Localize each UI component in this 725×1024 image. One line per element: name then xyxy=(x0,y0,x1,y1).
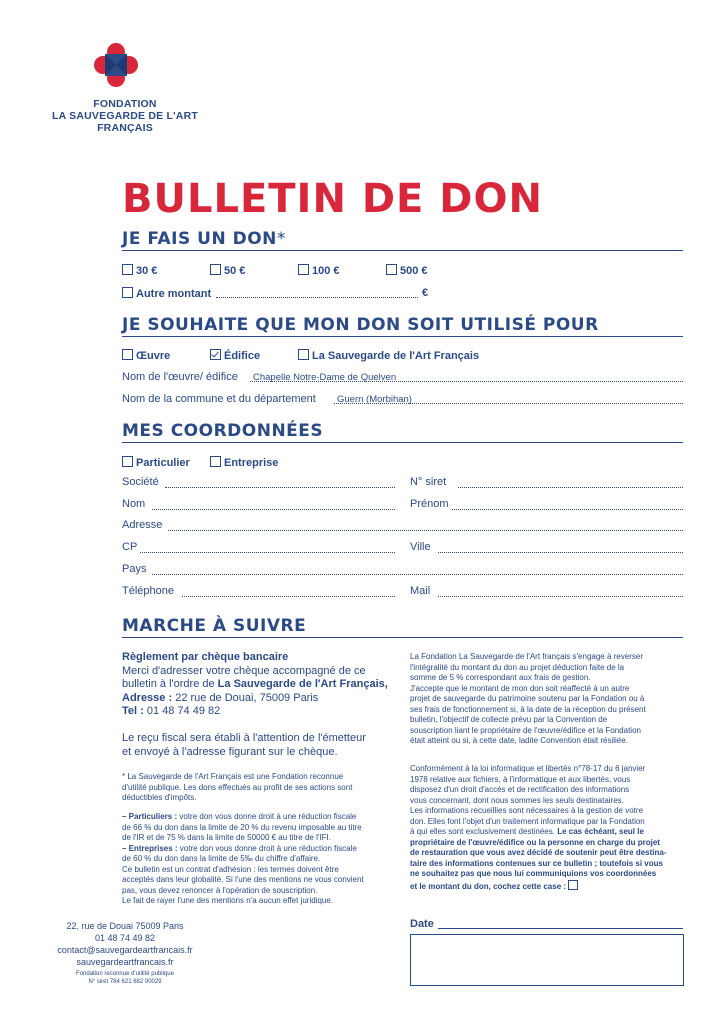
type-particulier-option[interactable]: Particulier xyxy=(122,456,190,469)
amount-30-option[interactable]: 30 € xyxy=(122,264,157,277)
type-entreprise-option[interactable]: Entreprise xyxy=(210,456,278,469)
cp-label: CP xyxy=(122,541,138,553)
pays-label: Pays xyxy=(122,563,147,575)
adresse-input[interactable] xyxy=(168,520,683,531)
checkbox[interactable] xyxy=(210,456,221,467)
checkbox[interactable] xyxy=(122,264,133,275)
usage-option-edifice[interactable]: Édifice xyxy=(210,349,260,362)
section-don-heading: JE FAIS UN DON* xyxy=(122,229,286,249)
recu-fiscal-text: Le reçu fiscal sera établi à l'attention de l'émetteur et envoyé à l'adresse figurant sur le chèque. xyxy=(122,732,366,758)
checkbox[interactable] xyxy=(298,264,309,275)
footer-legal: Fondation reconnue d'utilité publique N° siret 784 621 682 00029 xyxy=(76,971,174,985)
cp-input[interactable] xyxy=(140,542,395,553)
privacy-text: Conformément à la loi informatique et libertés n°78-17 du 6 janvier 1978 relative aux fichiers, à l'informatique et aux libertés, vous disposez d'un droit d'accès et de rectification des informations vous concernant, dont nous sommes les seuls destinataires. Les informations recueillies sont nécessaires à la gestion de votre don. Elles font l'objet d'un traitement informatique par la Fondation à qui elles sont exclusivement destinées. Le cas échéant, seul le propriétaire de l'œuvre/édifice ou la personne en charge du projet de restauration que vous avez décidé de soutenir peut être destina- taire des informations contenues sur ce bulletin ; toutefois si vous ne souhaitez pas que nous lui communiquions vos coordonnées et le montant du don, cochez cette case : xyxy=(410,764,667,891)
nom-input[interactable] xyxy=(152,499,395,510)
other-amount-input[interactable] xyxy=(216,287,418,298)
section-marche-heading: MARCHE À SUIVRE xyxy=(122,616,307,636)
divider xyxy=(122,442,683,443)
engagement-text: La Fondation La Sauvegarde de l'Art français s'engage à reverser l'intégralité du montant du don au projet déduction faite de la somme de 5 % correspondant aux frais de gestion. J'accepte que le montant de mon don soit réaffecté à un autre projet de sauvegarde du patrimoine soutenu par la Fondation ou à ses frais de fonctionnement si, à la date de la réception du présent bulletin, l'objectif de collecte prévu par la Convention de souscription liant le propriétaire de l'œuvre/édifice et la Fondation était atteint ou si, à cette date, ladite Convention était résiliée. xyxy=(410,652,646,745)
logo-mark xyxy=(93,42,139,88)
usage-option-oeuvre[interactable]: Œuvre xyxy=(122,349,170,362)
checkbox[interactable] xyxy=(122,456,133,467)
amount-500-option[interactable]: 500 € xyxy=(386,264,428,277)
oeuvre-label: Nom de l'œuvre/ édifice xyxy=(122,371,238,383)
divider xyxy=(122,336,683,337)
checkbox[interactable] xyxy=(122,287,133,298)
divider xyxy=(122,250,683,251)
footer-email[interactable]: contact@sauvegardeartfrancais.fr xyxy=(57,945,193,955)
checkbox-checked[interactable] xyxy=(210,349,221,360)
usage-option-sauvegarde[interactable]: La Sauvegarde de l'Art Français xyxy=(298,349,479,362)
euro-sign: € xyxy=(422,287,429,299)
amount-100-option[interactable]: 100 € xyxy=(298,264,340,277)
commune-label: Nom de la commune et du département xyxy=(122,393,316,405)
fiscal-note: * La Sauvegarde de l'Art Français est une Fondation reconnue d'utilité publique. Les dons effectués au profit de ses actions sont déductibles d'impôts. xyxy=(122,772,353,802)
telephone-input[interactable] xyxy=(182,586,395,597)
mail-input[interactable] xyxy=(438,586,683,597)
prenom-input[interactable] xyxy=(452,499,683,510)
section-usage-heading: JE SOUHAITE QUE MON DON SOIT UTILISÉ POUR xyxy=(122,315,599,335)
deduction-details: – Particuliers : votre don vous donne droit à une réduction fiscale de 66 % du don dans la limite de 20 % du revenu imposable au titre de l'IR et de 75 % dans la limite de 50000 € au titre de l'IFI. – Entreprises : votre don vous donne droit à une réduction fiscale de 60 % du don dans la limite de 5‰ du chiffre d'affaire. Ce bulletin est un contrat d'adhésion : les termes doivent être acceptés dans leur globalité. Si l'une des mentions ne vous convient pas, vous devez renoncer à l'opération de souscription. Le fait de rayer l'une des mentions n'a aucun effet juridique. xyxy=(122,812,364,905)
prenom-label: Prénom xyxy=(410,498,449,510)
societe-label: Société xyxy=(122,476,159,488)
checkbox[interactable] xyxy=(210,264,221,275)
checkbox[interactable] xyxy=(122,349,133,360)
date-signature-box[interactable] xyxy=(410,934,684,986)
pays-input[interactable] xyxy=(152,564,683,575)
checkbox[interactable] xyxy=(386,264,397,275)
adresse-label: Adresse xyxy=(122,519,163,531)
telephone-label: Téléphone xyxy=(122,585,174,597)
section-coordonnees-heading: MES COORDONNÉES xyxy=(122,421,324,441)
commune-value: Guern (Morbihan) xyxy=(337,394,412,405)
other-amount-option[interactable]: Autre montant xyxy=(122,287,211,300)
ville-label: Ville xyxy=(410,541,431,553)
date-label: Date xyxy=(410,918,434,930)
siret-label: N° siret xyxy=(410,476,447,488)
page-title: BULLETIN DE DON xyxy=(122,176,543,222)
amount-50-option[interactable]: 50 € xyxy=(210,264,245,277)
footer-website[interactable]: sauvegardeartfrancais.fr xyxy=(76,957,174,967)
divider xyxy=(438,928,683,929)
nom-label: Nom xyxy=(122,498,146,510)
oeuvre-value: Chapelle Notre-Dame de Quelven xyxy=(253,372,397,383)
footer-contact: 22, rue de Douai 75009 Paris 01 48 74 49 82 contact@sauvegardeartfrancais.fr sauvegardeartfrancais.fr xyxy=(40,920,210,968)
ville-input[interactable] xyxy=(438,542,683,553)
mail-label: Mail xyxy=(410,585,431,597)
logo-text: FONDATION LA SAUVEGARDE DE L'ART FRANÇAIS xyxy=(52,98,198,134)
siret-input[interactable] xyxy=(458,477,683,488)
cheque-instructions: Règlement par chèque bancaire Merci d'adresser votre chèque accompagné de ce bulletin à l'ordre de La Sauvegarde de l'Art Français, Adresse : 22 rue de Douai, 75009 Paris Tel : 01 48 74 49 82 xyxy=(122,651,388,717)
checkbox[interactable] xyxy=(298,349,309,360)
divider xyxy=(122,637,683,638)
societe-input[interactable] xyxy=(165,477,395,488)
privacy-optout-checkbox[interactable] xyxy=(568,880,578,890)
